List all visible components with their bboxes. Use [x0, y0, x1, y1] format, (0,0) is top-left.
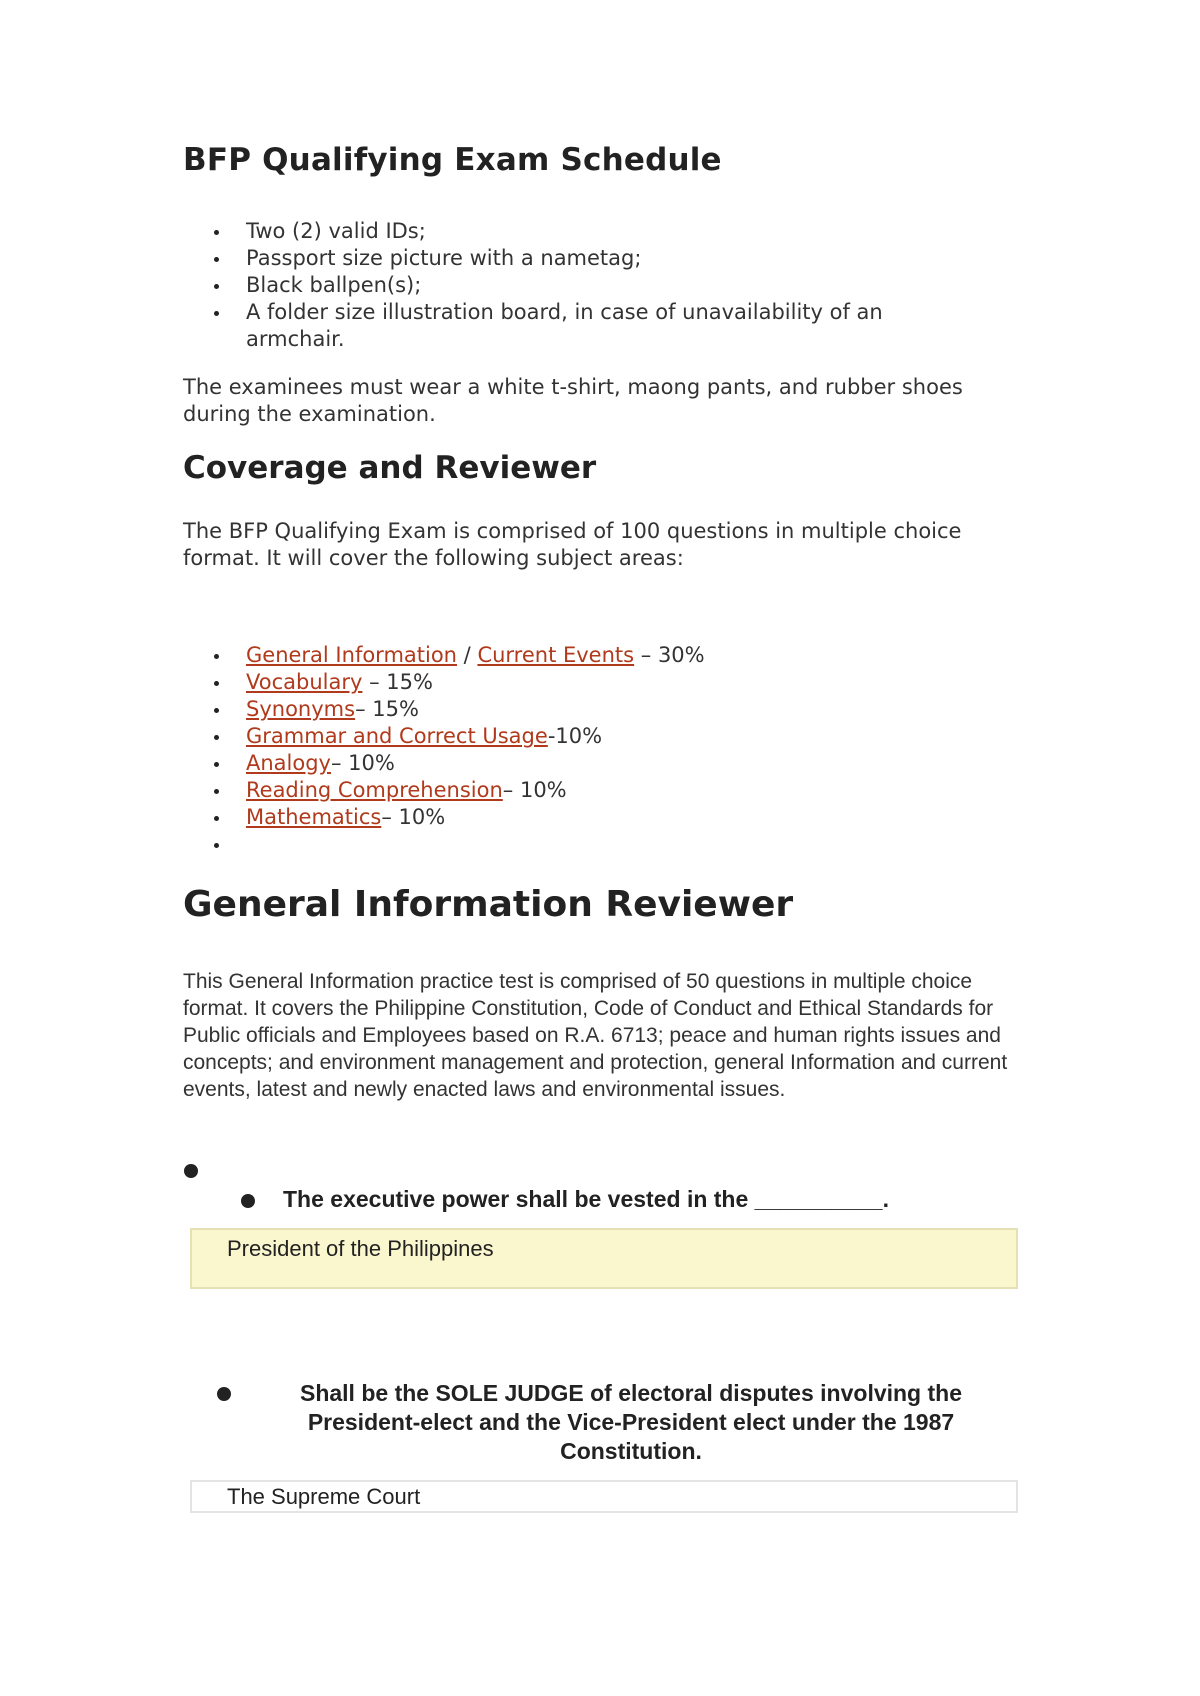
list-item [183, 804, 1023, 831]
list-item: Two (2) valid IDs; [183, 218, 943, 245]
bullet-icon [184, 1164, 198, 1178]
subject-weight: – 15% [355, 697, 419, 721]
question-1: The executive power shall be vested in the __________. [283, 1186, 889, 1212]
list-item: Black ballpen(s); [183, 272, 943, 299]
subject-list [183, 642, 1023, 858]
list-item: Passport size picture with a nametag; [183, 245, 943, 272]
subject-link-current-events[interactable]: Current Events [477, 643, 635, 667]
list-item [183, 750, 1023, 777]
gi-reviewer-heading: General Information Reviewer [183, 884, 794, 925]
bullet-icon [241, 1194, 255, 1208]
subject-weight: – 10% [330, 751, 395, 775]
subject-link-synonyms[interactable]: Synonyms [246, 697, 356, 721]
subject-weight: -10% [547, 724, 603, 748]
empty-list-item [183, 831, 1023, 858]
requirements-list [183, 218, 943, 353]
attire-note: The examinees must wear a white t-shirt, maong pants, and rubber shoes during the examination. [183, 375, 963, 426]
subject-link-grammar[interactable]: Grammar and Correct Usage [246, 724, 548, 748]
list-item [183, 723, 1023, 750]
bullet-icon [217, 1387, 231, 1401]
subject-link-analogy[interactable]: Analogy [246, 751, 331, 775]
subject-weight: – 15% [362, 670, 433, 694]
list-item: A folder size illustration board, in case of unavailability of an armchair. [183, 299, 943, 353]
answer-2: The Supreme Court [190, 1480, 1018, 1513]
gi-reviewer-intro: This General Information practice test is comprised of 50 questions in multiple choice format. It covers the Philippine Constitution, Code of Conduct and Ethical Standards for Public officials and Employees based on R.A. 6713; peace and human rights issues and concepts; and environment management and protection, general Information and current events, latest and newly enacted laws and environmental issues. [183, 970, 1008, 1101]
answer-1: President of the Philippines [190, 1228, 1018, 1289]
subject-weight: – 10% [502, 778, 567, 802]
subject-weight: – 30% [634, 643, 705, 667]
subject-link-reading-comprehension[interactable]: Reading Comprehension [246, 778, 503, 802]
subject-link-mathematics[interactable]: Mathematics [246, 805, 382, 829]
list-item [183, 669, 1023, 696]
list-item [183, 777, 1023, 804]
question-2: Shall be the SOLE JUDGE of electoral disputes involving the President-elect and the Vice-President elect under the 1987 Constitution. [299, 1380, 962, 1464]
subject-separator: / [457, 643, 478, 667]
page-title: BFP Qualifying Exam Schedule [183, 142, 722, 178]
subject-link-vocabulary[interactable]: Vocabulary [246, 670, 363, 694]
subject-weight: – 10% [381, 805, 446, 829]
subject-link-general-information[interactable]: General Information [246, 643, 457, 667]
list-item [183, 696, 1023, 723]
coverage-heading: Coverage and Reviewer [183, 450, 597, 486]
coverage-intro: The BFP Qualifying Exam is comprised of 100 questions in multiple choice format. It will cover the following subject areas: [183, 519, 962, 570]
list-item [183, 642, 1023, 669]
